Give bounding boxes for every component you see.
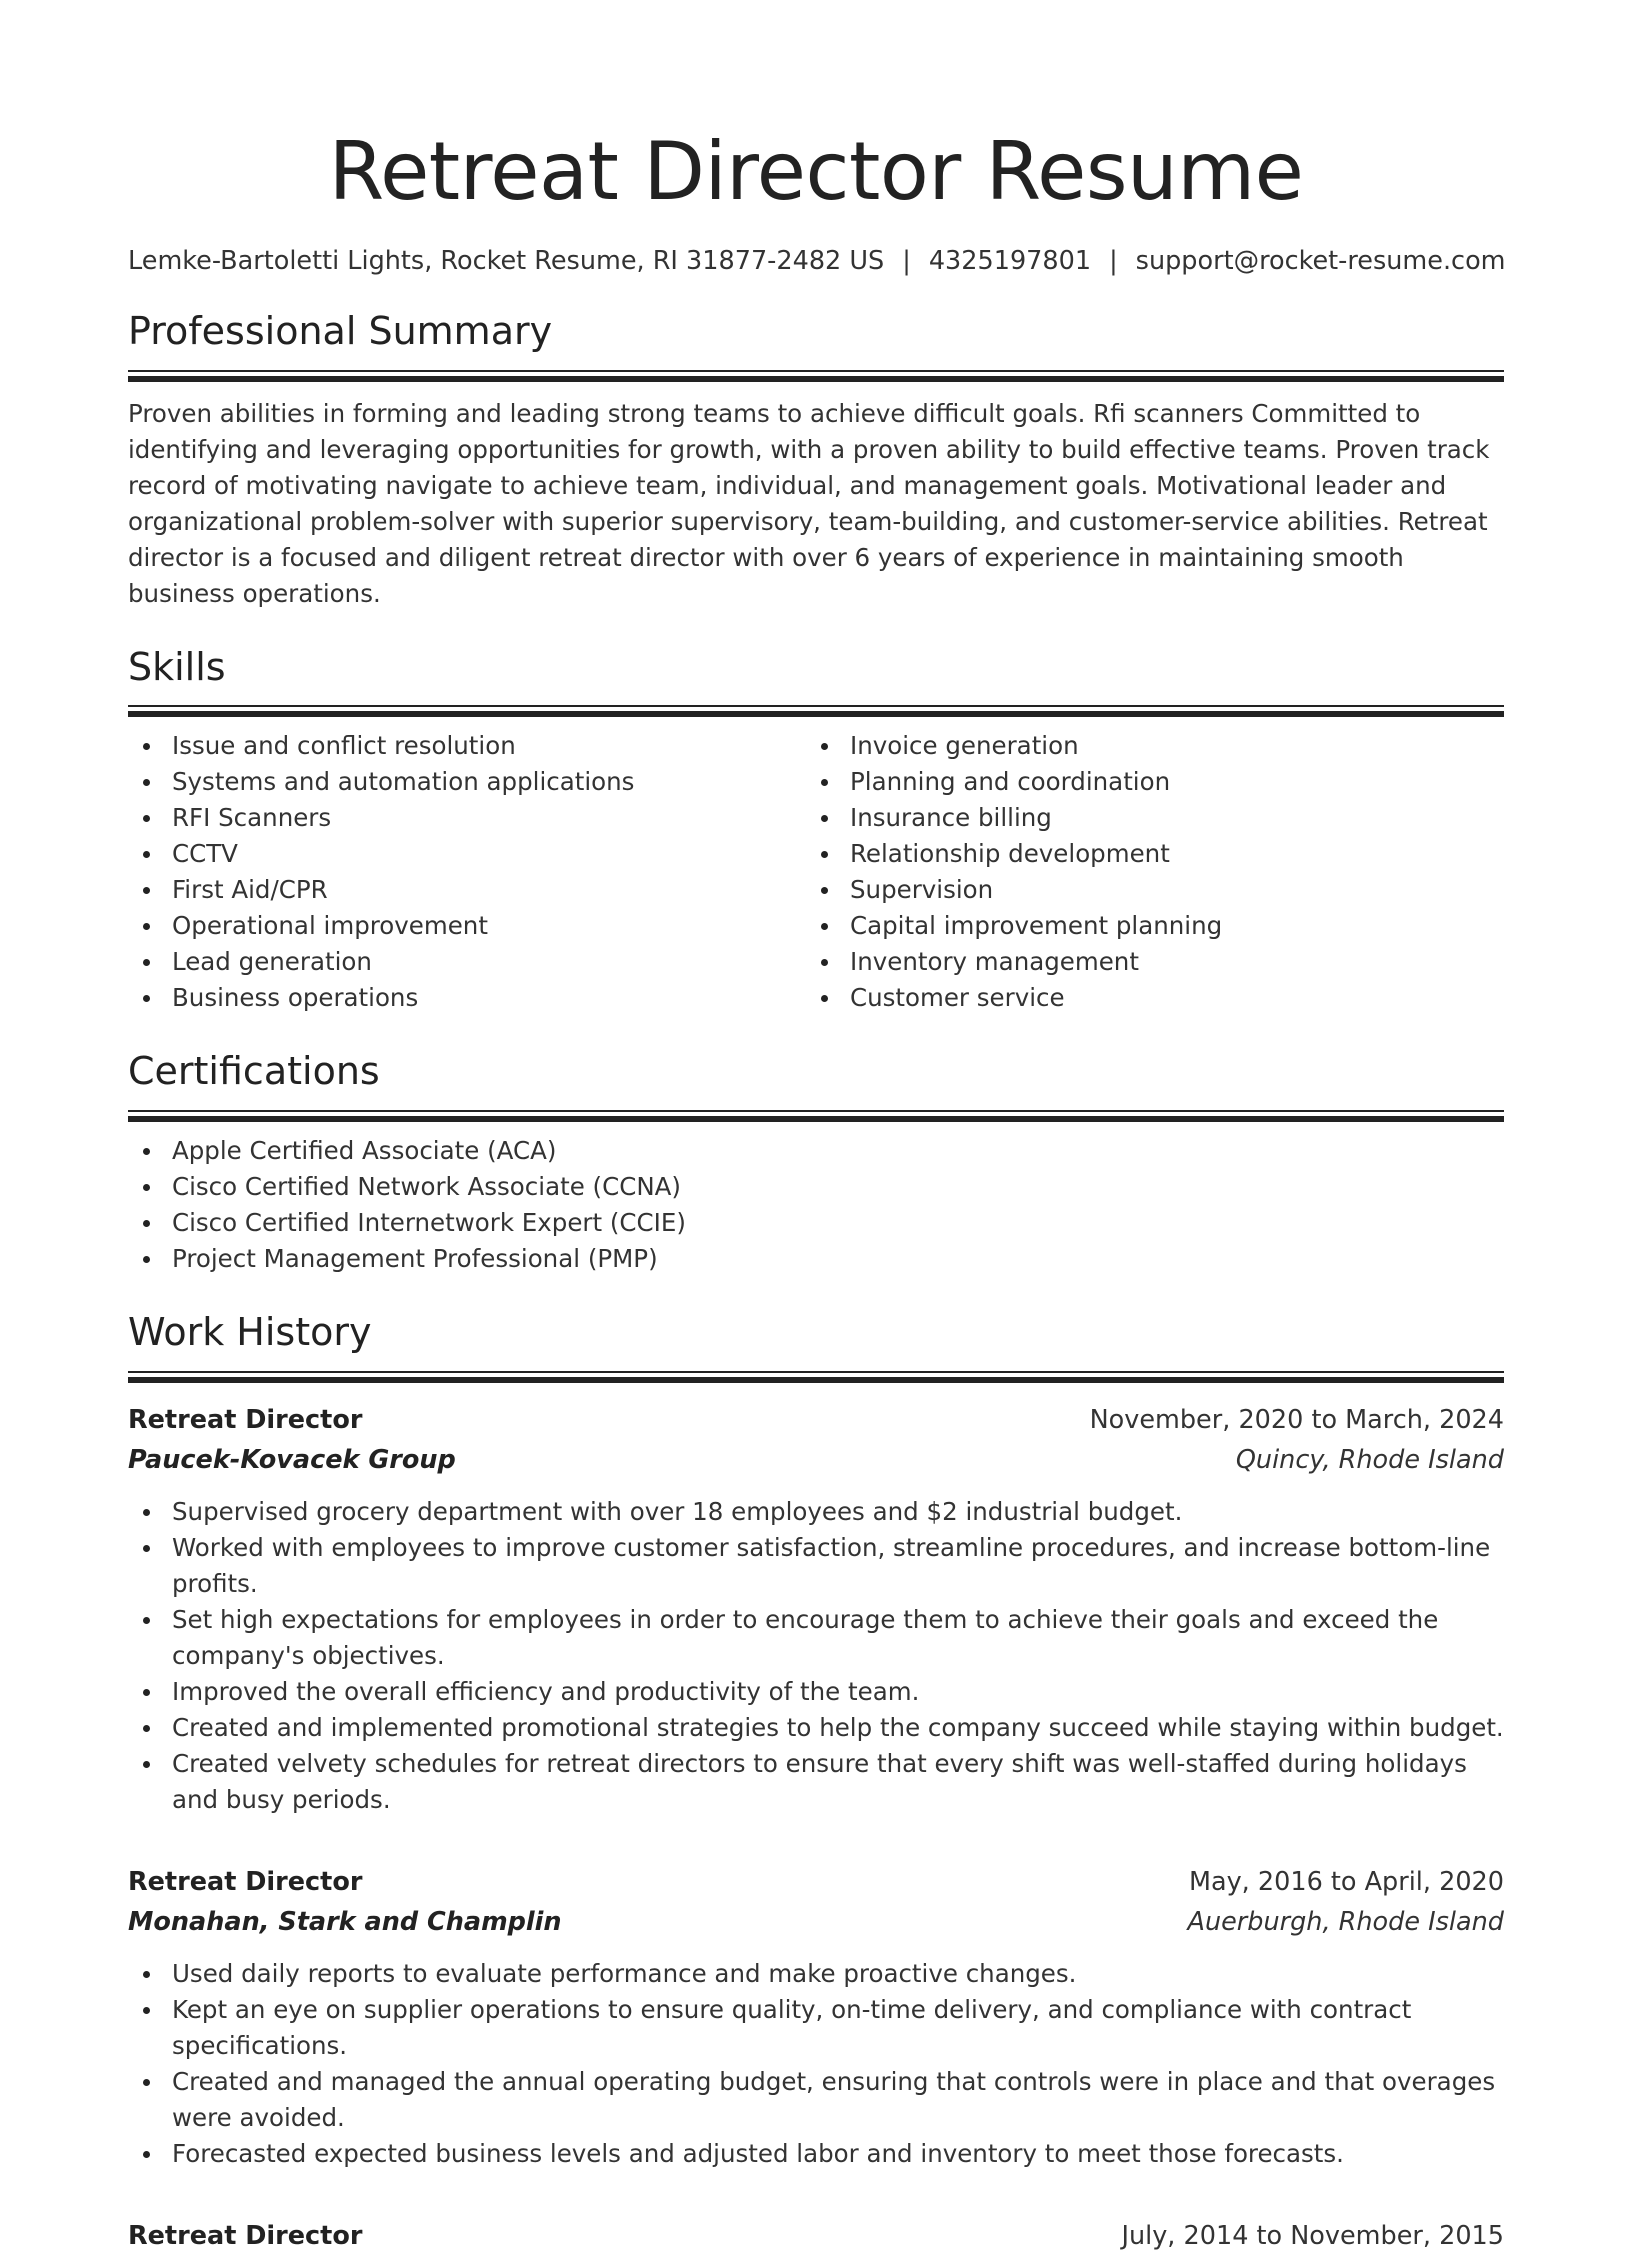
section-divider <box>128 1371 1504 1382</box>
list-item: Cisco Certified Network Associate (CCNA) <box>128 1169 1504 1205</box>
section-heading: Certifications <box>128 1049 380 1094</box>
job-bullet: Worked with employees to improve customer satisfaction, streamline procedures, and increase bottom-line profits. <box>128 1530 1504 1602</box>
list-item: Business operations <box>128 980 806 1016</box>
contact-line <box>128 246 1504 276</box>
section-divider <box>128 1110 1504 1121</box>
job-bullet: Supervised grocery department with over 18 employees and $2 industrial budget. <box>128 1494 1504 1530</box>
section-heading: Skills <box>128 644 226 689</box>
job-bullet: Created velvety schedules for retreat directors to ensure that every shift was well-staffed during holidays and busy periods. <box>128 1746 1504 1818</box>
job-dates: July, 2014 to November, 2015 <box>1121 2220 1504 2251</box>
list-item: Customer service <box>806 980 1484 1016</box>
list-item: Inventory management <box>806 944 1484 980</box>
job-title: Retreat Director <box>128 1404 363 1435</box>
job-dates: May, 2016 to April, 2020 <box>1188 1866 1504 1897</box>
skills-section <box>128 646 1504 1017</box>
job-entry <box>128 1400 1504 1818</box>
job-company: Monahan, Stark and Champlin <box>128 1906 562 1937</box>
list-item: Project Management Professional (PMP) <box>128 1241 1504 1277</box>
job-header-row <box>128 1862 1504 1902</box>
list-item: Operational improvement <box>128 908 806 944</box>
list-item: Issue and conflict resolution <box>128 728 806 764</box>
job-entry <box>128 2216 1504 2256</box>
list-item: RFI Scanners <box>128 800 806 836</box>
job-company-row <box>128 1440 1504 1480</box>
job-bullet: Set high expectations for employees in order to encourage them to achieve their goals and exceed the company's objectives. <box>128 1602 1504 1674</box>
list-item: First Aid/CPR <box>128 872 806 908</box>
skills-list-right <box>806 728 1484 1016</box>
job-location: Quincy, Rhode Island <box>1235 1444 1504 1475</box>
list-item: Lead generation <box>128 944 806 980</box>
job-bullet: Improved the overall efficiency and productivity of the team. <box>128 1674 1504 1710</box>
contact-address: Lemke-Bartoletti Lights, Rocket Resume, RI 31877-2482 US <box>128 246 885 276</box>
section-heading: Work History <box>128 1310 372 1355</box>
job-list <box>128 1400 1504 2256</box>
certifications-list <box>128 1133 1504 1277</box>
job-bullet: Kept an eye on supplier operations to ensure quality, on-time delivery, and compliance with contract specifications. <box>128 1992 1504 2064</box>
resume-page <box>128 112 1504 2256</box>
skills-list-left <box>128 728 806 1016</box>
certifications-section <box>128 1050 1504 1277</box>
job-bullets <box>128 1956 1504 2172</box>
contact-separator: | <box>902 246 911 276</box>
job-dates: November, 2020 to March, 2024 <box>1089 1404 1504 1435</box>
job-bullet: Used daily reports to evaluate performance and make proactive changes. <box>128 1956 1504 1992</box>
list-item: Relationship development <box>806 836 1484 872</box>
job-bullet: Created and implemented promotional strategies to help the company succeed while staying within budget. <box>128 1710 1504 1746</box>
job-title: Retreat Director <box>128 2220 363 2251</box>
job-bullet: Created and managed the annual operating budget, ensuring that controls were in place and that overages were avoided. <box>128 2064 1504 2136</box>
job-bullet: Forecasted expected business levels and adjusted labor and inventory to meet those forecasts. <box>128 2136 1504 2172</box>
list-item: Cisco Certified Internetwork Expert (CCIE) <box>128 1205 1504 1241</box>
work-history-section <box>128 1311 1504 2256</box>
section-divider <box>128 370 1504 381</box>
summary-text: Proven abilities in forming and leading strong teams to achieve difficult goals. Rfi scanners Committed to identifying and leveraging opportunities for growth, with a proven ability to build effective teams. Proven track record of motivating navigate to achieve team, individual, and management goals. Motivational leader and organizational problem-solver with superior supervisory, team-building, and customer-service abilities. Retreat director is a focused and diligent retreat director with over 6 years of experience in maintaining smooth business operations. <box>128 398 1490 608</box>
job-entry <box>128 1862 1504 2172</box>
job-header-row <box>128 1400 1504 1440</box>
job-header-row <box>128 2216 1504 2256</box>
list-item: Capital improvement planning <box>806 908 1484 944</box>
list-item: CCTV <box>128 836 806 872</box>
job-title: Retreat Director <box>128 1866 363 1897</box>
section-heading: Professional Summary <box>128 309 553 353</box>
job-company: Paucek-Kovacek Group <box>128 1444 456 1475</box>
list-item: Invoice generation <box>806 728 1484 764</box>
skills-grid <box>128 716 1504 1016</box>
contact-separator: | <box>1109 246 1118 276</box>
contact-phone: 4325197801 <box>928 246 1092 276</box>
list-item: Planning and coordination <box>806 764 1484 800</box>
list-item: Insurance billing <box>806 800 1484 836</box>
professional-summary-section <box>128 310 1504 612</box>
contact-email: support@rocket-resume.com <box>1135 246 1506 276</box>
resume-title: Retreat Director Resume <box>328 125 1304 218</box>
list-item: Systems and automation applications <box>128 764 806 800</box>
job-location: Auerburgh, Rhode Island <box>1187 1906 1504 1937</box>
section-divider <box>128 705 1504 716</box>
list-item: Supervision <box>806 872 1484 908</box>
list-item: Apple Certified Associate (ACA) <box>128 1133 1504 1169</box>
job-bullets <box>128 1494 1504 1818</box>
job-company-row <box>128 1902 1504 1942</box>
